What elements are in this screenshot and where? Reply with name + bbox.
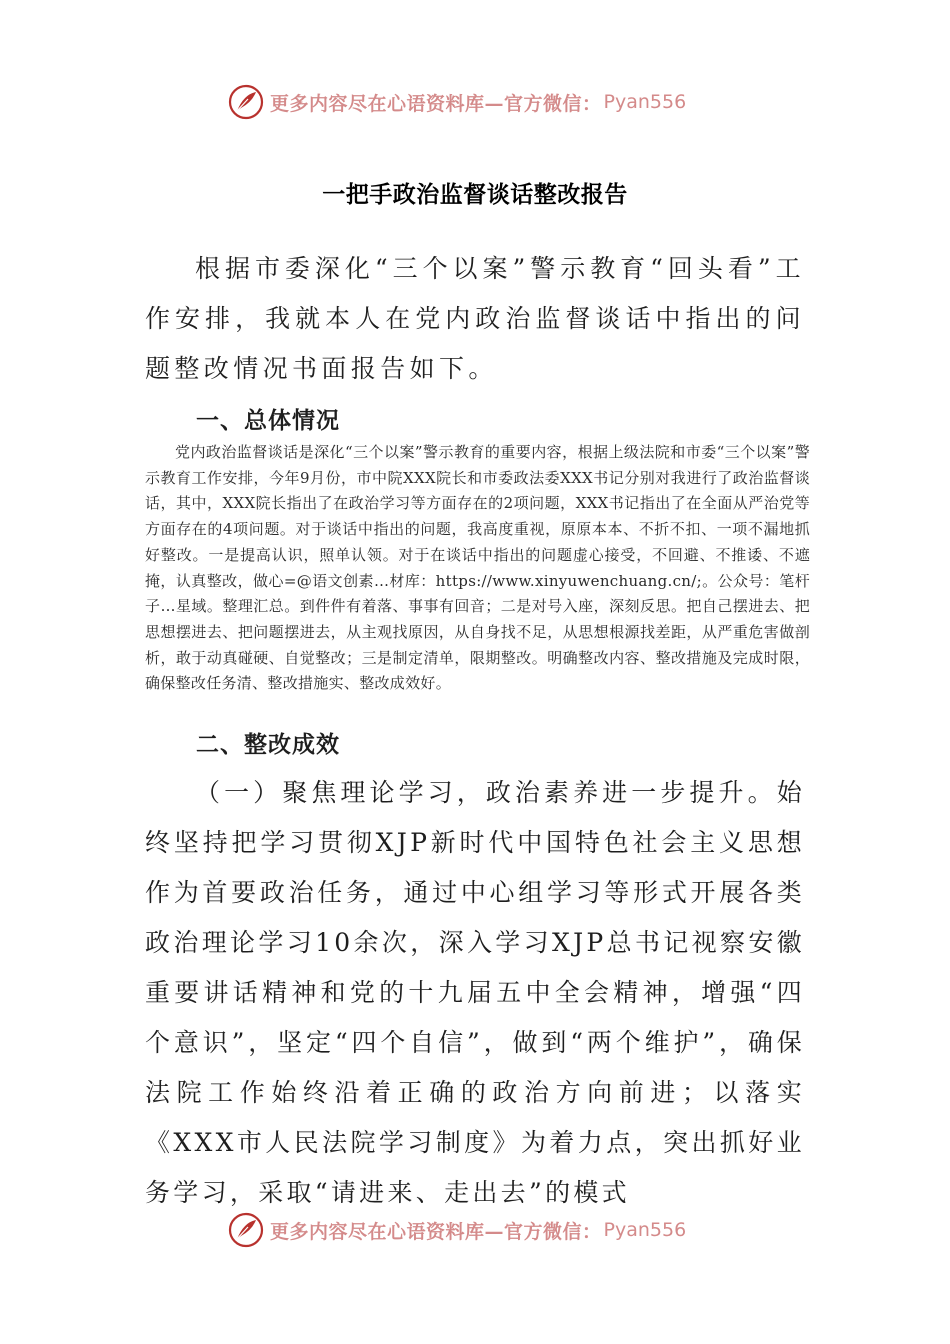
banner-text: 更多内容尽在心语资料库—官方微信： [270,1220,602,1243]
watermark-banner-top [228,82,748,122]
intro-paragraph: 根据市委深化“三个以案”警示教育“回头看”工作安排，我就本人在党内政治监督谈话中指出的问题整改情况书面报告如下。 [145,254,805,383]
section-heading-overview: 一、总体情况 [196,408,340,434]
banner-text: 更多内容尽在心语资料库—官方微信： [270,92,602,115]
document-title: 一把手政治监督谈话整改报告 [322,181,628,208]
watermark-banner-bottom [228,1210,748,1250]
section-heading-results: 二、整改成效 [196,732,340,758]
quill-pen-logo-icon [228,84,264,120]
banner-account: Pyan556 [603,91,687,113]
overview-paragraph: 党内政治监督谈话是深化“三个以案”警示教育的重要内容，根据上级法院和市委“三个以案”警示教育工作安排，今年9月份，市中院XXX院长和市委政法委XXX书记分别对我进行了政治监督谈话，其中，XXX院长指出了在政治学习等方面存在的2项问题，XXX书记指出了在全面从严治党等方面存在的4项问题。对于谈话中指出的问题，我高度重视，原原本本、不折不扣、一项不漏地抓好整改。一是提高认识，照单认领。对于在谈话中指出的问题虚心接受，不回避、不推诿、不遮掩，认真整改，做心=@语文创素…材库：https://www.xinyuwenchuang.cn/;。公众号：笔杆子…星域。整理汇总。到件件有着落、事事有回音；二是对号入座，深刻反思。把自己摆进去、把思想摆进去、把问题摆进去，从主观找原因，从自身找不足，从思想根源找差距，从严重危害做剖析，敢于动真碰硬、自觉整改；三是制定清单，限期整改。明确整改内容、整改措施及完成时限，确保整改任务清、整改措施实、整改成效好。 [145,443,810,693]
results-paragraph: （一）聚焦理论学习，政治素养进一步提升。始终坚持把学习贯彻XJP新时代中国特色社会主义思想作为首要政治任务，通过中心组学习等形式开展各类政治理论学习10余次，深入学习XJP总书记视察安徽重要讲话精神和党的十九届五中全会精神，增强“四个意识”，坚定“四个自信”，做到“两个维护”，确保法院工作始终沿着正确的政治方向前进；以落实《XXX市人民法院学习制度》为着力点，突出抓好业务学习，采取“请进来、走出去”的模式 [145,778,805,1207]
banner-account: Pyan556 [603,1219,687,1241]
quill-pen-logo-icon [228,1212,264,1248]
